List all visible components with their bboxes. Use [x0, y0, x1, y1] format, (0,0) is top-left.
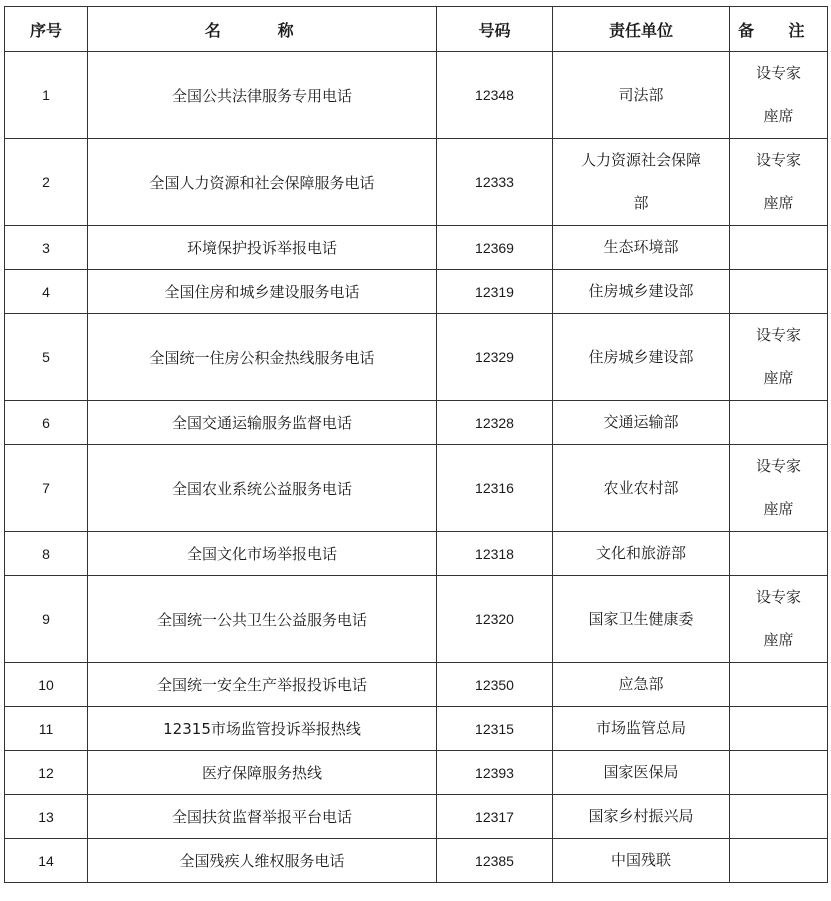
row-name-text: 全国文化市场举报电话 — [186, 545, 337, 563]
row-index-text: 8 — [42, 545, 50, 562]
row-unit-text: 国家医保局 — [603, 763, 679, 781]
row-note — [730, 314, 828, 401]
row-name — [88, 445, 437, 532]
header-row — [5, 7, 828, 52]
row-unit-text: 生态环境部 — [603, 238, 679, 256]
table-row — [5, 751, 828, 795]
row-note-text: 设专家座席 — [755, 326, 801, 387]
row-index-text: 1 — [42, 87, 50, 103]
row-note — [730, 52, 828, 139]
row-note — [730, 576, 828, 663]
row-name-text: 全国扶贫监督举报平台电话 — [171, 808, 352, 826]
row-unit — [553, 226, 730, 270]
row-unit — [553, 839, 730, 883]
row-code — [437, 707, 553, 751]
row-index-text: 10 — [38, 676, 54, 693]
row-code — [437, 839, 553, 883]
row-code-text: 12393 — [475, 764, 514, 781]
table-row — [5, 226, 828, 270]
table-row — [5, 139, 828, 226]
row-unit — [553, 270, 730, 314]
row-name-text: 全国残疾人维权服务电话 — [179, 852, 345, 870]
row-index — [5, 314, 88, 401]
row-name — [88, 751, 437, 795]
row-index — [5, 445, 88, 532]
row-index-text: 9 — [42, 611, 50, 627]
row-code — [437, 795, 553, 839]
row-code-text: 12333 — [475, 174, 514, 190]
header-code: 号码 — [437, 7, 553, 52]
row-name-text: 12315市场监管投诉举报热线 — [163, 720, 361, 738]
row-name — [88, 314, 437, 401]
row-unit — [553, 795, 730, 839]
header-note-text: 备 注 — [738, 20, 819, 40]
row-index — [5, 270, 88, 314]
table-row — [5, 707, 828, 751]
row-unit — [553, 707, 730, 751]
table-row — [5, 532, 828, 576]
row-unit-text: 应急部 — [618, 675, 664, 693]
row-code-text: 12317 — [475, 808, 514, 825]
row-index — [5, 839, 88, 883]
row-name — [88, 270, 437, 314]
row-index — [5, 52, 88, 139]
row-name-text: 全国公共法律服务专用电话 — [171, 86, 352, 105]
table-row — [5, 314, 828, 401]
row-code-text: 12348 — [475, 87, 514, 103]
row-note — [730, 663, 828, 707]
row-index — [5, 532, 88, 576]
row-name-text: 医疗保障服务热线 — [201, 764, 322, 782]
row-code — [437, 751, 553, 795]
row-unit-text: 国家乡村振兴局 — [588, 807, 694, 825]
row-note — [730, 751, 828, 795]
row-code-text: 12329 — [475, 349, 514, 365]
row-unit-text: 市场监管总局 — [595, 719, 686, 737]
header-name-text: 名 称 — [204, 20, 320, 40]
row-code — [437, 270, 553, 314]
row-note — [730, 532, 828, 576]
row-note — [730, 139, 828, 226]
row-unit-text: 住房城乡建设部 — [588, 347, 694, 366]
row-unit — [553, 751, 730, 795]
table-row — [5, 52, 828, 139]
row-unit-text: 农业农村部 — [603, 478, 679, 497]
row-name — [88, 839, 437, 883]
row-name — [88, 795, 437, 839]
table-row — [5, 795, 828, 839]
row-name-text: 全国农业系统公益服务电话 — [171, 479, 352, 498]
row-code-text: 12320 — [475, 611, 514, 627]
table-body — [5, 52, 828, 883]
row-index-text: 5 — [42, 349, 50, 365]
row-note — [730, 795, 828, 839]
row-unit — [553, 139, 730, 226]
row-unit-text: 中国残联 — [610, 851, 671, 869]
row-name-text: 全国统一安全生产举报投诉电话 — [156, 676, 367, 694]
row-code — [437, 314, 553, 401]
row-name — [88, 663, 437, 707]
row-name-text: 全国统一公共卫生公益服务电话 — [156, 610, 367, 629]
row-code — [437, 401, 553, 445]
row-unit — [553, 401, 730, 445]
row-code — [437, 445, 553, 532]
header-name — [88, 7, 437, 52]
header-unit: 责任单位 — [553, 7, 730, 52]
row-name-text: 全国住房和城乡建设服务电话 — [164, 283, 360, 301]
row-unit-text: 国家卫生健康委 — [588, 609, 694, 628]
row-code — [437, 532, 553, 576]
row-code-text: 12319 — [475, 283, 514, 300]
row-note — [730, 445, 828, 532]
row-index-text: 12 — [38, 764, 54, 781]
table-row — [5, 663, 828, 707]
row-index — [5, 226, 88, 270]
row-index — [5, 751, 88, 795]
row-name — [88, 532, 437, 576]
row-code — [437, 52, 553, 139]
row-index-text: 14 — [38, 852, 54, 869]
row-name-text: 全国人力资源和社会保障服务电话 — [149, 173, 375, 192]
table-row — [5, 839, 828, 883]
row-note-text: 设专家座席 — [755, 64, 801, 125]
row-unit — [553, 445, 730, 532]
row-note — [730, 270, 828, 314]
row-unit-text: 司法部 — [618, 85, 664, 104]
row-index-text: 13 — [38, 808, 54, 825]
row-unit-text: 人力资源社会保障部 — [581, 151, 702, 212]
row-index — [5, 663, 88, 707]
row-unit — [553, 314, 730, 401]
row-note-text: 设专家座席 — [755, 588, 801, 649]
table-row — [5, 576, 828, 663]
table-row — [5, 445, 828, 532]
row-name — [88, 226, 437, 270]
row-note — [730, 401, 828, 445]
row-name — [88, 401, 437, 445]
row-index-text: 3 — [42, 239, 50, 256]
row-unit-text: 交通运输部 — [603, 413, 679, 431]
row-unit — [553, 576, 730, 663]
row-note — [730, 839, 828, 883]
row-code-text: 12369 — [475, 239, 514, 256]
row-index — [5, 401, 88, 445]
row-code-text: 12350 — [475, 676, 514, 693]
row-index — [5, 139, 88, 226]
row-unit-text: 文化和旅游部 — [595, 544, 686, 562]
row-code — [437, 576, 553, 663]
row-index — [5, 576, 88, 663]
row-index — [5, 707, 88, 751]
table-row — [5, 401, 828, 445]
row-unit — [553, 52, 730, 139]
header-note — [730, 7, 828, 52]
row-note-text: 设专家座席 — [755, 457, 801, 518]
row-name — [88, 139, 437, 226]
hotline-table — [4, 6, 828, 883]
row-code-text: 12328 — [475, 414, 514, 431]
row-note — [730, 707, 828, 751]
row-unit — [553, 663, 730, 707]
row-name — [88, 707, 437, 751]
row-index-text: 2 — [42, 174, 50, 190]
row-code — [437, 226, 553, 270]
row-unit-text: 住房城乡建设部 — [588, 282, 694, 300]
table-row — [5, 270, 828, 314]
row-name-text: 全国交通运输服务监督电话 — [171, 414, 352, 432]
row-unit — [553, 532, 730, 576]
row-code-text: 12316 — [475, 480, 514, 496]
row-index-text: 7 — [42, 480, 50, 496]
row-code-text: 12318 — [475, 545, 514, 562]
row-note — [730, 226, 828, 270]
row-code — [437, 139, 553, 226]
row-index — [5, 795, 88, 839]
row-code-text: 12315 — [475, 720, 514, 737]
row-index-text: 11 — [38, 720, 54, 737]
row-index-text: 6 — [42, 414, 50, 431]
row-note-text: 设专家座席 — [755, 151, 801, 212]
row-code-text: 12385 — [475, 852, 514, 869]
row-index-text: 4 — [42, 283, 50, 300]
row-name-text: 环境保护投诉举报电话 — [186, 239, 337, 257]
row-name — [88, 52, 437, 139]
row-name-text: 全国统一住房公积金热线服务电话 — [149, 348, 375, 367]
row-name — [88, 576, 437, 663]
header-index: 序号 — [5, 7, 88, 52]
row-code — [437, 663, 553, 707]
